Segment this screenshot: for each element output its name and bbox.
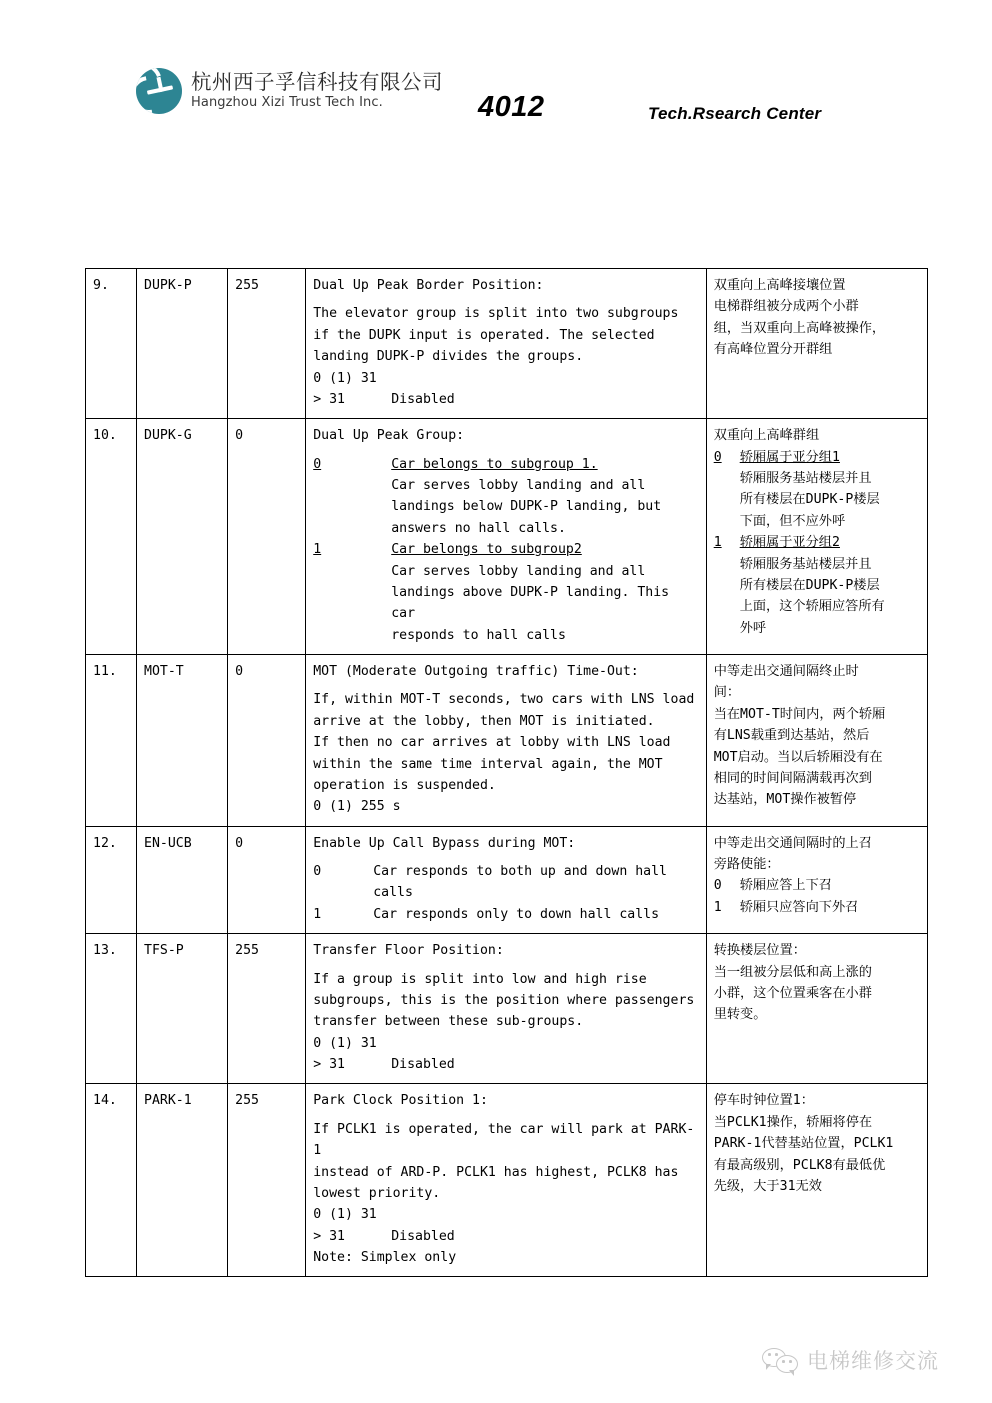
- chinese-line: 转换楼层位置：: [713, 943, 806, 959]
- option-text: Car belongs to subgroup 1.: [391, 456, 598, 472]
- cell-description: [306, 934, 706, 1084]
- chinese-line: 所有楼层在DUPK-P楼层: [739, 492, 880, 508]
- option-text: Car responds only to down hall calls: [373, 906, 660, 922]
- chinese-line: 下面，但不应外呼: [739, 513, 846, 529]
- option-detail-line: Car serves lobby landing and all: [391, 563, 646, 579]
- chinese-line: MOT启动。当以后轿厢没有在: [713, 749, 883, 765]
- cell-chinese: [706, 655, 927, 827]
- chinese-line: 有高峰位置分开群组: [713, 342, 833, 358]
- company-name-cn: 杭州西子孚信科技有限公司: [191, 70, 443, 95]
- chinese-line: 里转变。: [713, 1007, 767, 1023]
- cell-chinese: [706, 419, 927, 655]
- description-option: [313, 389, 700, 410]
- description-option: [313, 904, 700, 925]
- xizi-globe-icon: [136, 68, 182, 114]
- cell-chinese: [706, 1084, 927, 1277]
- option-text: 轿厢属于亚分组1: [739, 449, 840, 465]
- cell-value: 0: [228, 826, 306, 934]
- cell-description: [306, 1084, 706, 1277]
- description-line: arrive at the lobby, then MOT is initiated.: [313, 713, 655, 729]
- option-detail-line: landings above DUPK-P landing. This car: [391, 584, 670, 622]
- option-key: 0: [713, 878, 722, 894]
- description-title: Dual Up Peak Group:: [313, 428, 465, 444]
- cell-value: 0: [228, 419, 306, 655]
- description-line: If PCLK1 is operated, the car will park at PARK-1: [313, 1121, 695, 1159]
- option-detail-line: landings below DUPK-P landing, but: [391, 499, 662, 515]
- description-range: 0 (1) 255 s: [313, 799, 401, 815]
- chinese-line: 当在MOT-T时间内，两个轿厢: [713, 706, 886, 722]
- company-logo: [136, 68, 443, 114]
- cell-abbreviation: DUPK-G: [137, 419, 228, 655]
- description-line: operation is suspended.: [313, 777, 496, 793]
- cell-abbreviation: EN-UCB: [137, 826, 228, 934]
- description-title: Enable Up Call Bypass during MOT:: [313, 835, 576, 851]
- cell-value: 0: [228, 655, 306, 827]
- cell-chinese: [706, 269, 927, 419]
- table-row: [86, 1084, 928, 1277]
- description-option: [313, 454, 700, 475]
- cell-abbreviation: TFS-P: [137, 934, 228, 1084]
- cell-description: [306, 269, 706, 419]
- description-line: within the same time interval again, the MOT: [313, 756, 663, 772]
- description-title: Transfer Floor Position:: [313, 943, 504, 959]
- cell-abbreviation: PARK-1: [137, 1084, 228, 1277]
- document-number: 4012: [478, 91, 545, 123]
- option-key: 1: [713, 899, 722, 915]
- chinese-option: [714, 875, 922, 896]
- description-title: Dual Up Peak Border Position:: [313, 278, 544, 293]
- table-row: [86, 655, 928, 827]
- option-text: 轿厢属于亚分组2: [739, 535, 840, 551]
- description-option: [313, 1226, 700, 1247]
- company-name-en: Hangzhou Xizi Trust Tech Inc.: [191, 94, 383, 110]
- chinese-option: [714, 447, 922, 468]
- chinese-line: 旁路使能：: [713, 857, 780, 872]
- cell-index: 14.: [86, 1084, 137, 1277]
- chinese-line: 上面，这个轿厢应答所有: [739, 599, 885, 615]
- option-text: Car belongs to subgroup2: [391, 542, 582, 558]
- cell-index: 9.: [86, 269, 137, 419]
- option-text: Disabled: [391, 1057, 455, 1072]
- chinese-line: 有最高级别，PCLK8有最低优: [713, 1157, 886, 1173]
- option-key: > 31: [313, 1057, 345, 1072]
- chinese-line: 所有楼层在DUPK-P楼层: [739, 577, 880, 593]
- cell-value: 255: [228, 1084, 306, 1277]
- document-section-title: Tech.Rsearch Center: [648, 104, 822, 123]
- description-line: if the DUPK input is operated. The selected: [313, 327, 655, 343]
- parameter-table: [85, 268, 928, 1277]
- description-line: If, within MOT-T seconds, two cars with LNS load: [313, 692, 695, 708]
- option-detail: [313, 561, 700, 647]
- description-range: 0 (1) 31: [313, 1035, 377, 1051]
- cell-abbreviation: MOT-T: [137, 655, 228, 827]
- wechat-icon: [762, 1347, 798, 1373]
- cell-abbreviation: DUPK-P: [137, 269, 228, 419]
- chinese-option: [714, 897, 922, 918]
- option-detail-line: responds to hall calls: [391, 627, 566, 643]
- option-detail-line: answers no hall calls.: [391, 520, 566, 536]
- description-range: 0 (1) 31: [313, 1207, 377, 1223]
- option-key: 0: [313, 456, 322, 472]
- chinese-option-detail: [714, 468, 922, 532]
- option-key: > 31: [313, 1228, 345, 1244]
- option-key: > 31: [313, 391, 345, 407]
- chinese-line: 中等走出交通间隔终止时: [713, 664, 859, 679]
- cell-chinese: [706, 934, 927, 1084]
- cell-description: [306, 655, 706, 827]
- chinese-line: 间：: [713, 685, 741, 701]
- chinese-line: 小群，这个位置乘客在小群: [713, 985, 872, 1001]
- cell-value: 255: [228, 269, 306, 419]
- chinese-line: 停车时钟位置1：: [713, 1093, 814, 1109]
- description-line: instead of ARD-P. PCLK1 has highest, PCLK8 has: [313, 1164, 679, 1180]
- description-line: The elevator group is split into two subgroups: [313, 306, 679, 322]
- cell-index: 13.: [86, 934, 137, 1084]
- chinese-line: 轿厢服务基站楼层并且: [739, 556, 872, 572]
- description-line: landing DUPK-P divides the groups.: [313, 349, 584, 365]
- option-text: Car responds to both up and down hall calls: [373, 864, 667, 901]
- chinese-option-detail: [714, 554, 922, 640]
- option-text: Disabled: [391, 1228, 455, 1244]
- cell-index: 10.: [86, 419, 137, 655]
- table-row: [86, 826, 928, 934]
- option-text: 轿厢应答上下召: [739, 878, 832, 894]
- cell-description: [306, 419, 706, 655]
- company-logo-text: [191, 72, 443, 109]
- option-text: 轿厢只应答向下外召: [739, 899, 859, 915]
- footer-watermark: [762, 1345, 939, 1375]
- table-row: [86, 419, 928, 655]
- option-detail: [313, 475, 700, 539]
- description-option: [313, 861, 700, 904]
- option-detail-line: Car serves lobby landing and all: [391, 478, 646, 493]
- chinese-line: 外呼: [739, 620, 767, 636]
- table-row: [86, 269, 928, 419]
- chinese-line: 先级，大于31无效: [713, 1178, 822, 1194]
- chinese-line: 中等走出交通间隔时的上召: [713, 835, 872, 851]
- page-header: [0, 58, 992, 138]
- chinese-line: 有LNS载重到达基站，然后: [713, 728, 870, 744]
- chinese-line: 相同的时间间隔满载再次到: [713, 770, 872, 786]
- description-note: Note: Simplex only: [313, 1250, 457, 1265]
- cell-chinese: [706, 826, 927, 934]
- description-title: MOT (Moderate Outgoing traffic) Time-Out:: [313, 664, 639, 679]
- description-option: [313, 539, 700, 560]
- chinese-line: 轿厢服务基站楼层并且: [739, 471, 872, 486]
- chinese-line: 当一组被分层低和高上涨的: [713, 964, 872, 980]
- chinese-line: 当PCLK1操作，轿厢将停在: [713, 1114, 873, 1130]
- description-line: subgroups, this is the position where passengers: [313, 992, 695, 1008]
- cell-index: 12.: [86, 826, 137, 934]
- table-row: [86, 934, 928, 1084]
- description-line: If then no car arrives at lobby with LNS load: [313, 735, 671, 751]
- description-line: lowest priority.: [313, 1185, 441, 1201]
- cell-description: [306, 826, 706, 934]
- option-key: 1: [713, 535, 722, 551]
- description-option: [313, 1054, 700, 1075]
- description-line: transfer between these sub-groups.: [313, 1014, 584, 1030]
- chinese-line: 电梯群组被分成两个小群: [713, 299, 859, 315]
- chinese-line: PARK-1代替基站位置，PCLK1: [713, 1136, 894, 1152]
- cell-index: 11.: [86, 655, 137, 827]
- watermark-label: 电梯维修交流: [807, 1349, 939, 1373]
- option-key: 0: [313, 864, 322, 879]
- chinese-line: 达基站，MOT操作被暂停: [713, 792, 857, 808]
- description-line: If a group is split into low and high rise: [313, 971, 647, 987]
- chinese-line: 组，当双重向上高峰被操作，: [713, 320, 886, 336]
- option-key: 0: [713, 449, 722, 465]
- chinese-option: [714, 532, 922, 553]
- chinese-title: 双重向上高峰群组: [713, 428, 820, 444]
- option-key: 1: [313, 906, 322, 922]
- cell-value: 255: [228, 934, 306, 1084]
- description-range: 0 (1) 31: [313, 370, 377, 386]
- description-title: Park Clock Position 1:: [313, 1093, 488, 1109]
- chinese-line: 双重向上高峰接壤位置: [713, 278, 846, 293]
- option-text: Disabled: [391, 391, 455, 407]
- option-key: 1: [313, 542, 322, 558]
